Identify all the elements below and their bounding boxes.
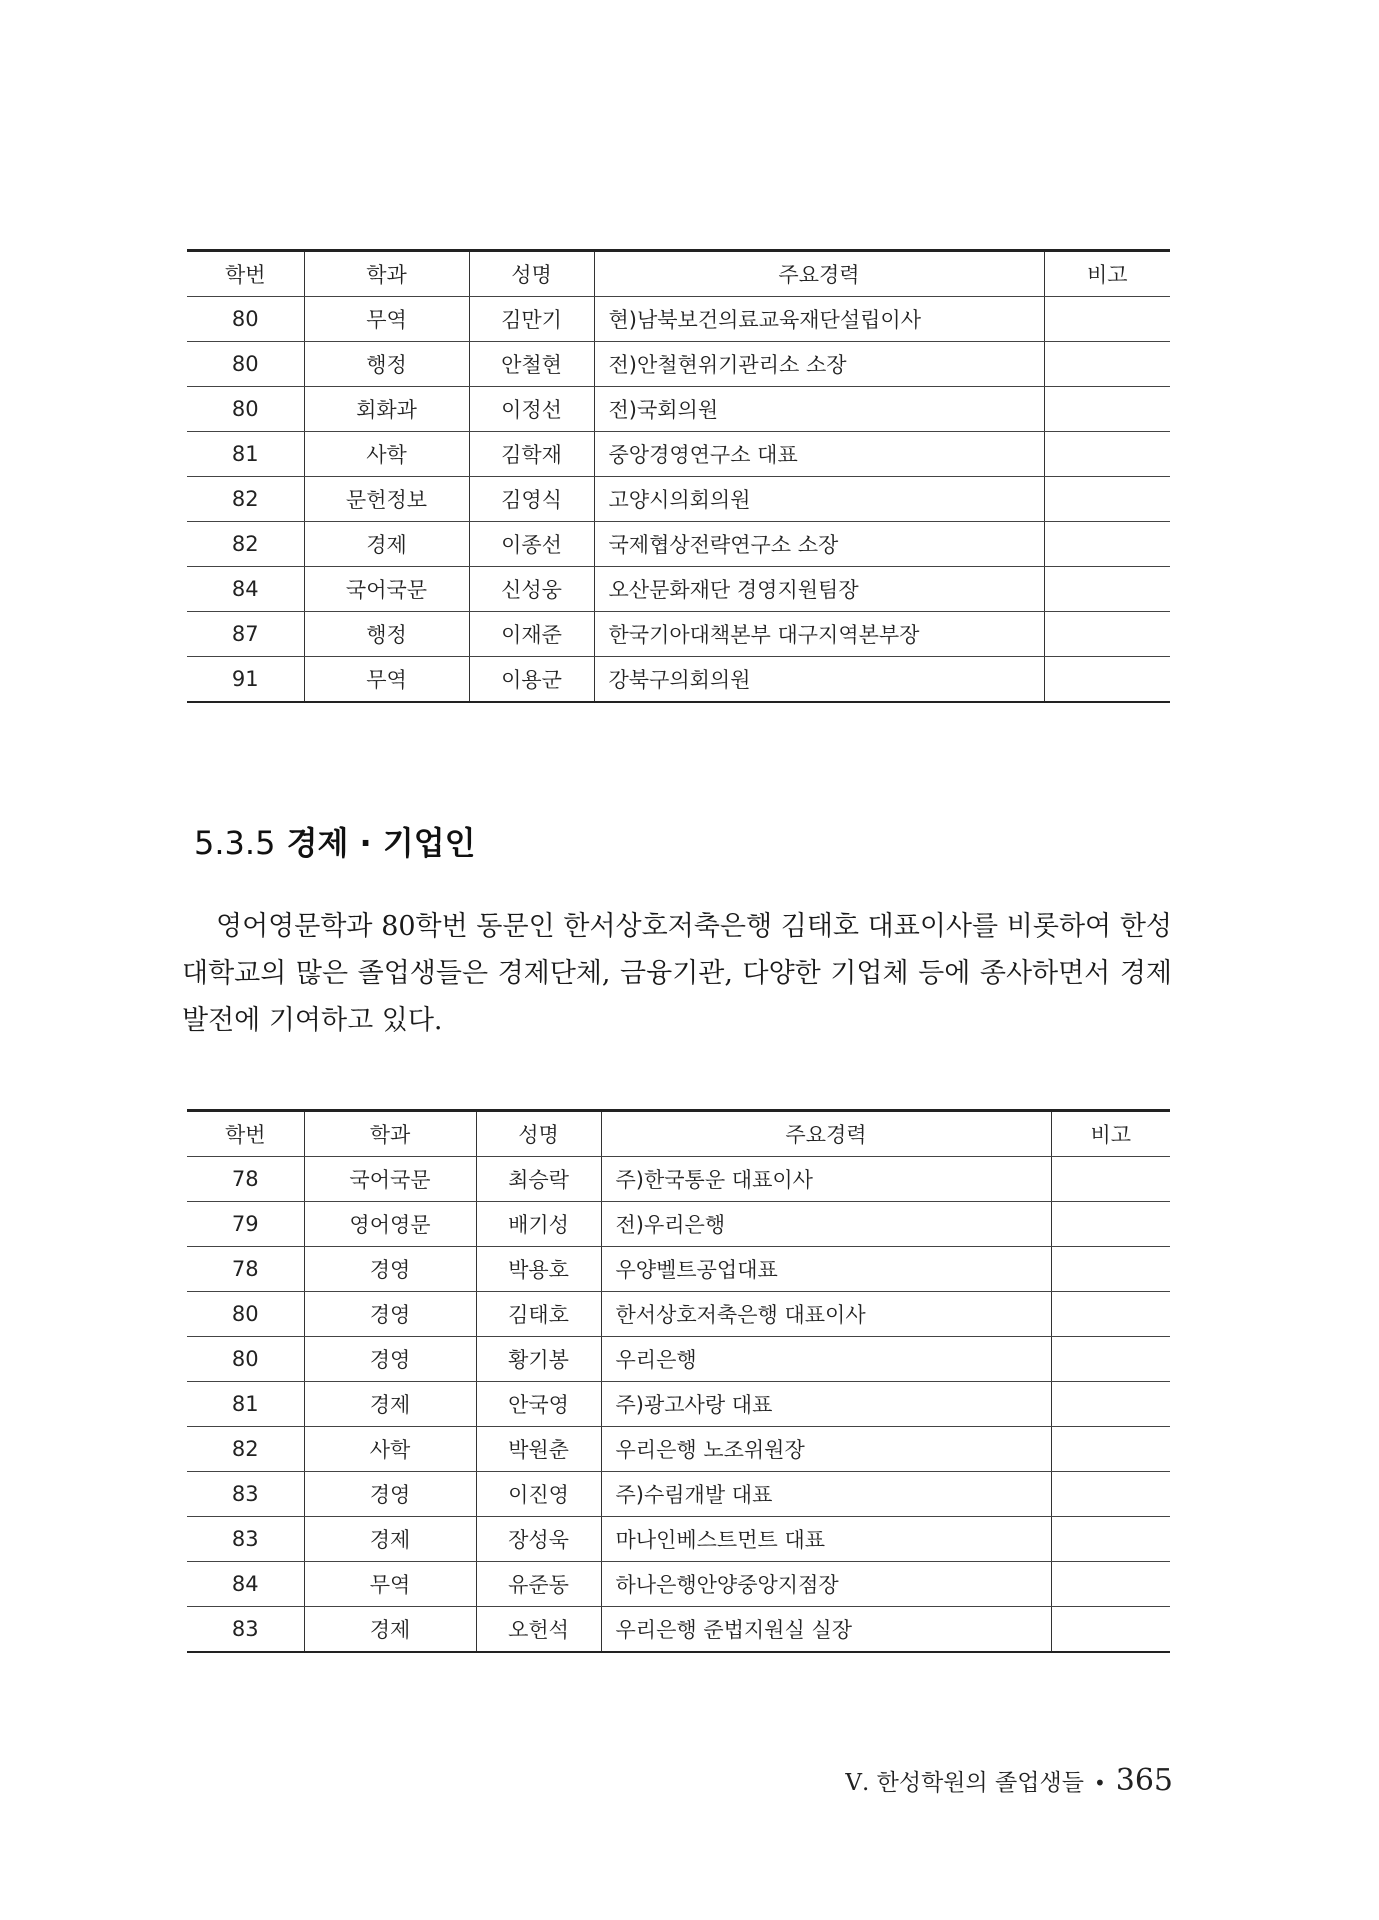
table-cell: 전)우리은행 <box>601 1202 1051 1247</box>
table-cell: 82 <box>187 477 304 522</box>
table-cell <box>1051 1472 1170 1517</box>
alumni-table-1 <box>187 249 1170 703</box>
table-cell: 황기봉 <box>476 1337 601 1382</box>
section-title: 경제 · 기업인 <box>286 824 476 862</box>
table-row <box>187 1247 1170 1292</box>
bullet-icon: • <box>1093 1771 1106 1795</box>
table-cell: 사학 <box>304 432 469 477</box>
table-cell: 주)광고사랑 대표 <box>601 1382 1051 1427</box>
column-header: 성명 <box>469 251 594 297</box>
table-row <box>187 612 1170 657</box>
table-cell: 80 <box>187 387 304 432</box>
table-row <box>187 1562 1170 1607</box>
table-header-row <box>187 251 1170 297</box>
table-row <box>187 567 1170 612</box>
table-cell <box>1051 1607 1170 1653</box>
table-cell <box>1044 432 1170 477</box>
table-cell: 안국영 <box>476 1382 601 1427</box>
table-cell: 중앙경영연구소 대표 <box>594 432 1044 477</box>
table-cell: 이종선 <box>469 522 594 567</box>
table-cell <box>1044 342 1170 387</box>
table-cell <box>1044 612 1170 657</box>
table-cell: 국어국문 <box>304 567 469 612</box>
table-cell: 회화과 <box>304 387 469 432</box>
table-cell: 영어영문 <box>304 1202 476 1247</box>
table-cell <box>1051 1382 1170 1427</box>
table-cell: 김태호 <box>476 1292 601 1337</box>
table-cell: 83 <box>187 1472 304 1517</box>
column-header: 학번 <box>187 1111 304 1157</box>
table-cell <box>1051 1427 1170 1472</box>
column-header: 성명 <box>476 1111 601 1157</box>
table-cell: 80 <box>187 1292 304 1337</box>
table-cell <box>1044 522 1170 567</box>
table-row <box>187 342 1170 387</box>
table-row <box>187 297 1170 342</box>
table-cell: 이정선 <box>469 387 594 432</box>
table-cell: 한국기아대책본부 대구지역본부장 <box>594 612 1044 657</box>
column-header: 주요경력 <box>601 1111 1051 1157</box>
table-cell: 80 <box>187 297 304 342</box>
column-header: 학과 <box>304 1111 476 1157</box>
table-cell: 국어국문 <box>304 1157 476 1202</box>
table-row <box>187 522 1170 567</box>
table-cell: 강북구의회의원 <box>594 657 1044 703</box>
table-row <box>187 1292 1170 1337</box>
section-heading <box>194 818 476 864</box>
table-cell: 오산문화재단 경영지원팀장 <box>594 567 1044 612</box>
table-cell: 문헌정보 <box>304 477 469 522</box>
chapter-title: Ⅴ. 한성학원의 졸업생들 <box>845 1770 1084 1796</box>
table-row <box>187 1382 1170 1427</box>
table-cell: 83 <box>187 1517 304 1562</box>
table-cell: 91 <box>187 657 304 703</box>
table-cell: 박용호 <box>476 1247 601 1292</box>
table-cell <box>1044 567 1170 612</box>
column-header: 비고 <box>1051 1111 1170 1157</box>
table-row <box>187 387 1170 432</box>
table-cell: 주)수림개발 대표 <box>601 1472 1051 1517</box>
table-cell <box>1044 477 1170 522</box>
table-row <box>187 1517 1170 1562</box>
table-cell: 78 <box>187 1247 304 1292</box>
table-cell: 경영 <box>304 1472 476 1517</box>
table-cell: 81 <box>187 1382 304 1427</box>
table-cell: 이재준 <box>469 612 594 657</box>
table-cell <box>1044 657 1170 703</box>
table-cell <box>1051 1247 1170 1292</box>
table-cell: 배기성 <box>476 1202 601 1247</box>
table-row <box>187 1607 1170 1653</box>
table-cell <box>1051 1337 1170 1382</box>
table-cell: 무역 <box>304 297 469 342</box>
table-cell <box>1044 387 1170 432</box>
table-row <box>187 1337 1170 1382</box>
table-cell: 78 <box>187 1157 304 1202</box>
table-cell: 우리은행 <box>601 1337 1051 1382</box>
table-cell: 경영 <box>304 1247 476 1292</box>
table-cell: 고양시의회의원 <box>594 477 1044 522</box>
column-header: 주요경력 <box>594 251 1044 297</box>
table-cell: 우양벨트공업대표 <box>601 1247 1051 1292</box>
table-cell: 박원춘 <box>476 1427 601 1472</box>
table-cell: 우리은행 노조위원장 <box>601 1427 1051 1472</box>
table-cell: 80 <box>187 342 304 387</box>
table-cell: 사학 <box>304 1427 476 1472</box>
table-cell: 현)남북보건의료교육재단설립이사 <box>594 297 1044 342</box>
table-cell: 김영식 <box>469 477 594 522</box>
section-number: 5.3.5 <box>194 824 276 862</box>
table-cell: 김학재 <box>469 432 594 477</box>
table-row <box>187 1202 1170 1247</box>
table-cell: 83 <box>187 1607 304 1653</box>
table-cell: 경영 <box>304 1292 476 1337</box>
table-body <box>187 1157 1170 1653</box>
table-cell <box>1051 1202 1170 1247</box>
table-row <box>187 1472 1170 1517</box>
table-cell: 하나은행안양중앙지점장 <box>601 1562 1051 1607</box>
alumni-table-2 <box>187 1109 1170 1653</box>
table-cell: 무역 <box>304 1562 476 1607</box>
table-cell: 행정 <box>304 342 469 387</box>
table-cell: 경제 <box>304 1607 476 1653</box>
table-cell: 김만기 <box>469 297 594 342</box>
table-cell: 마나인베스트먼트 대표 <box>601 1517 1051 1562</box>
table-cell: 행정 <box>304 612 469 657</box>
table-cell: 경제 <box>304 1382 476 1427</box>
table-cell: 경영 <box>304 1337 476 1382</box>
table-cell: 주)한국통운 대표이사 <box>601 1157 1051 1202</box>
table-cell: 81 <box>187 432 304 477</box>
table-cell <box>1051 1292 1170 1337</box>
table-cell: 우리은행 준법지원실 실장 <box>601 1607 1051 1653</box>
table-cell <box>1051 1517 1170 1562</box>
table-cell: 전)안철현위기관리소 소장 <box>594 342 1044 387</box>
table-cell <box>1051 1157 1170 1202</box>
table-cell: 무역 <box>304 657 469 703</box>
table-cell: 한서상호저축은행 대표이사 <box>601 1292 1051 1337</box>
table-row <box>187 657 1170 703</box>
column-header: 학과 <box>304 251 469 297</box>
table-cell: 이진영 <box>476 1472 601 1517</box>
table-row <box>187 432 1170 477</box>
table-cell: 장성욱 <box>476 1517 601 1562</box>
table-cell: 80 <box>187 1337 304 1382</box>
table-cell: 84 <box>187 567 304 612</box>
table-cell: 신성웅 <box>469 567 594 612</box>
table-cell: 경제 <box>304 522 469 567</box>
table-cell: 최승락 <box>476 1157 601 1202</box>
table-row <box>187 477 1170 522</box>
page-number: 365 <box>1115 1763 1173 1798</box>
table-row <box>187 1427 1170 1472</box>
column-header: 비고 <box>1044 251 1170 297</box>
table-row <box>187 1157 1170 1202</box>
table-cell: 유준동 <box>476 1562 601 1607</box>
column-header: 학번 <box>187 251 304 297</box>
table-cell: 82 <box>187 522 304 567</box>
table-cell: 이용군 <box>469 657 594 703</box>
table-cell: 79 <box>187 1202 304 1247</box>
table-cell <box>1044 297 1170 342</box>
table-cell: 82 <box>187 1427 304 1472</box>
table-header-row <box>187 1111 1170 1157</box>
table-body <box>187 297 1170 703</box>
page-footer <box>845 1763 1173 1798</box>
table-cell <box>1051 1562 1170 1607</box>
table-cell: 안철현 <box>469 342 594 387</box>
body-paragraph: 영어영문학과 80학번 동문인 한서상호저축은행 김태호 대표이사를 비롯하여 한성대학교의 많은 졸업생들은 경제단체, 금융기관, 다양한 기업체 등에 종사하면서 경제발전에 기여하고 있다. <box>182 911 1172 1036</box>
table-cell: 84 <box>187 1562 304 1607</box>
table-cell: 87 <box>187 612 304 657</box>
table-cell: 오헌석 <box>476 1607 601 1653</box>
table-cell: 국제협상전략연구소 소장 <box>594 522 1044 567</box>
table-cell: 전)국회의원 <box>594 387 1044 432</box>
table-cell: 경제 <box>304 1517 476 1562</box>
